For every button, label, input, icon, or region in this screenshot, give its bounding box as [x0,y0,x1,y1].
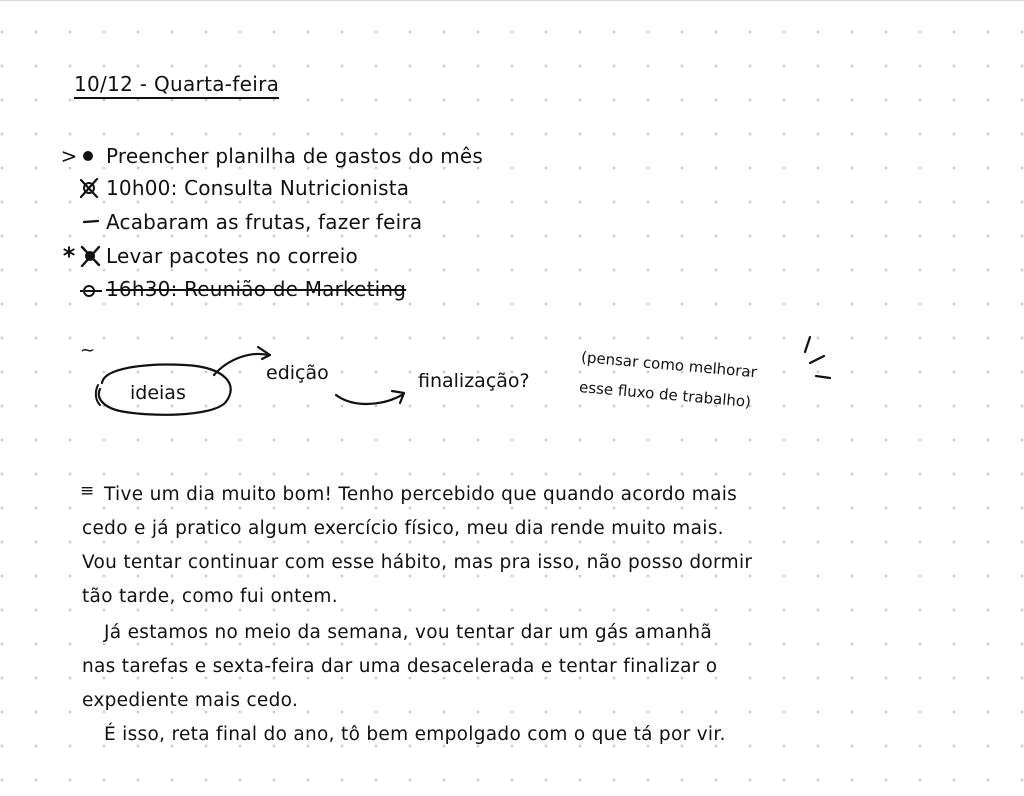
journal-line: É isso, reta final do ano, tô bem empolgado com o que tá por vir. [104,724,726,745]
task-completed-icon [80,245,102,267]
priority-asterisk-icon: * [62,242,76,270]
event-completed-icon [80,177,102,199]
task-item-cancelled[interactable] [58,273,406,305]
dash-icon [80,211,102,233]
migrated-signifier: > [60,144,78,168]
journal-line: Já estamos no meio da semana, vou tentar dar um gás amanhã [104,622,712,643]
journal-signifier-icon: ≡ [80,481,95,501]
mindmap-node-finalizacao: finalização? [418,370,530,392]
journal-line: cedo e já pratico algum exercício físico, meu dia rende muito mais. [82,518,724,539]
mindmap-node-edicao: edição [266,362,329,384]
mood-tilde-marker: ~ [80,340,96,361]
filled-dot-icon [80,145,102,167]
task-item-migrated[interactable] [58,140,483,172]
journal-line: Tive um dia muito bom! Tenho percebido que quando acordo mais [104,484,738,505]
task-text: Acabaram as frutas, fazer feira [106,210,423,234]
task-item-event-completed[interactable] [58,172,409,204]
journal-line: expediente mais cedo. [82,690,299,711]
side-note-line-1: (pensar como melhorar [580,348,758,382]
journal-line: tão tarde, como fui ontem. [82,586,338,607]
task-text: 16h30: Reunião de Marketing [106,277,407,301]
emphasis-lines-icon [798,332,838,384]
task-text: Levar pacotes no correio [106,244,358,268]
task-item-note[interactable] [58,206,422,238]
task-item-priority-completed[interactable] [58,240,358,272]
task-text: Preencher planilha de gastos do mês [106,144,483,168]
journal-line: nas tarefas e sexta-feira dar uma desacelerada e tentar finalizar o [82,656,718,677]
task-text: 10h00: Consulta Nutricionista [106,176,410,200]
side-note-line-2: esse fluxo de trabalho) [578,378,752,411]
open-circle-icon [80,278,102,300]
mindmap-node-ideias: ideias [130,382,186,404]
page-title: 10/12 - Quarta-feira [74,72,279,99]
page-top-edge [0,0,1024,1]
journal-line: Vou tentar continuar com esse hábito, mas pra isso, não posso dormir [82,552,753,573]
